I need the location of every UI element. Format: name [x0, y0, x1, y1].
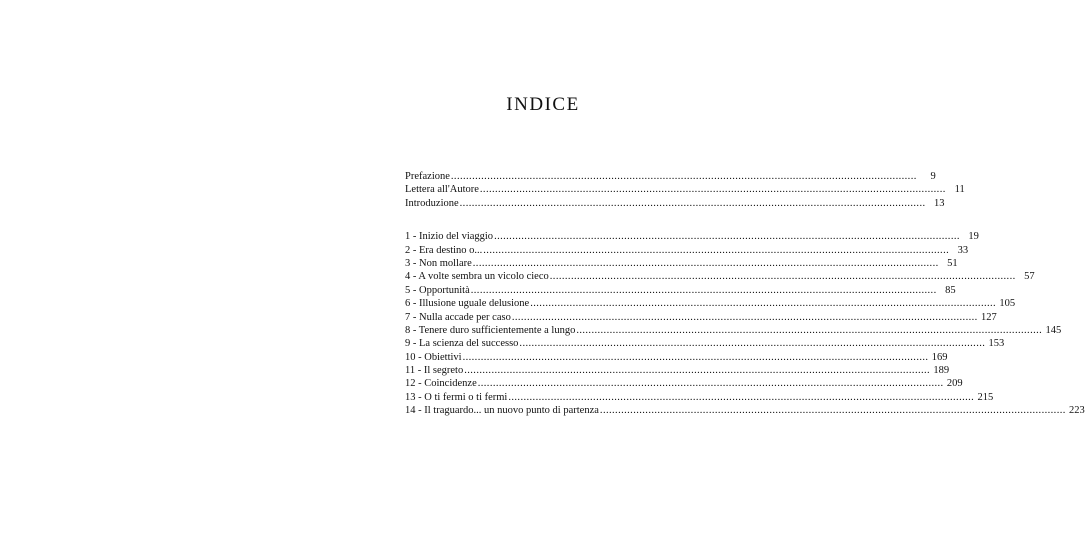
toc-entry-label: 1 - Inizio del viaggio — [405, 231, 494, 243]
toc-entry-page: 13 — [934, 197, 945, 209]
toc-entry-page: 57 — [1024, 271, 1035, 283]
dot-leader: .......................................................................................................................................................... — [472, 257, 939, 269]
dot-leader: .......................................................................................................................................................... — [530, 298, 997, 310]
toc-entry-chapter[interactable] — [405, 257, 958, 270]
toc-entry-label: 2 - Era destino o... — [405, 244, 483, 256]
toc-entry-label: Prefazione — [405, 171, 450, 182]
toc-entry-page: 51 — [947, 257, 958, 269]
dot-leader: .......................................................................................................................................................... — [599, 405, 1066, 417]
toc-entry-page: 223 — [1069, 405, 1085, 417]
toc-entry-chapter[interactable] — [405, 284, 956, 297]
toc-entry-chapter[interactable] — [405, 244, 969, 257]
section-spacer — [405, 210, 681, 230]
toc-entry-label: 9 - La scienza del successo — [405, 338, 519, 350]
toc-entry-page: 215 — [977, 391, 994, 403]
toc-entry-introduzione[interactable] — [405, 197, 945, 210]
toc-entry-page: 19 — [968, 231, 979, 243]
toc-entry-label: 11 - Il segreto — [405, 365, 464, 377]
toc-entry-chapter[interactable] — [405, 404, 1085, 417]
toc-entry-label: 6 - Illusione uguale delusione — [405, 298, 530, 310]
dot-leader: .......................................................................................................................................................... — [477, 378, 944, 390]
dot-leader: .......................................................................................................................................................... — [470, 284, 937, 296]
page-title: INDICE — [506, 94, 580, 115]
dot-leader: .......................................................................................................................................................... — [508, 391, 975, 403]
toc-entry-chapter[interactable] — [405, 364, 950, 377]
toc-entry-page: 9 — [930, 171, 936, 182]
toc-entry-page: 33 — [957, 244, 969, 256]
toc-entry-page: 145 — [1045, 324, 1062, 336]
toc-entry-page: 169 — [931, 351, 948, 363]
toc-entry-label: Introduzione — [405, 197, 459, 209]
toc-entry-label: 4 - A volte sembra un vicolo cieco — [405, 271, 549, 283]
dot-leader: .......................................................................................................................................................... — [549, 271, 1016, 283]
toc-entry-label: 10 - Obiettivi — [405, 351, 462, 363]
table-of-contents — [405, 170, 1085, 418]
toc-entry-page: 209 — [946, 378, 963, 390]
toc-entry-page: 127 — [980, 311, 997, 323]
dot-leader: .......................................................................................................................................................... — [511, 311, 978, 323]
toc-entry-page: 189 — [933, 365, 950, 377]
toc-entry-chapter[interactable] — [405, 297, 1016, 310]
front-matter-list — [405, 170, 965, 210]
toc-entry-chapter[interactable] — [405, 391, 994, 404]
toc-entry-lettera[interactable] — [405, 183, 965, 196]
toc-entry-page: 11 — [954, 184, 965, 196]
toc-entry-page: 153 — [988, 338, 1005, 350]
toc-entry-label: 14 - Il traguardo... un nuovo punto di partenza — [405, 405, 599, 417]
toc-entry-chapter[interactable] — [405, 311, 997, 324]
dot-leader: .......................................................................................................................................................... — [519, 338, 986, 350]
toc-entry-chapter[interactable] — [405, 230, 979, 243]
toc-entry-chapter[interactable] — [405, 351, 948, 364]
toc-entry-label: 7 - Nulla accade per caso — [405, 311, 511, 323]
toc-entry-label: Lettera all'Autore — [405, 184, 479, 196]
toc-entry-prefazione[interactable] — [405, 170, 936, 183]
chapter-list — [405, 230, 1085, 417]
toc-entry-label: 3 - Non mollare — [405, 257, 472, 269]
toc-entry-page: 85 — [945, 284, 956, 296]
toc-entry-chapter[interactable] — [405, 324, 1062, 337]
toc-entry-label: 8 - Tenere duro sufficientemente a lungo — [405, 324, 576, 336]
dot-leader: .......................................................................................................................................................... — [479, 184, 946, 196]
toc-entry-page: 105 — [999, 298, 1016, 310]
dot-leader: .......................................................................................................................................................... — [450, 171, 917, 182]
toc-entry-chapter[interactable] — [405, 270, 1035, 283]
dot-leader: .......................................................................................................................................................... — [494, 231, 960, 243]
dot-leader: .......................................................................................................................................................... — [459, 197, 926, 209]
dot-leader: .......................................................................................................................................................... — [462, 351, 929, 363]
dot-leader: .......................................................................................................................................................... — [483, 244, 950, 256]
dot-leader: .......................................................................................................................................................... — [464, 365, 931, 377]
toc-entry-chapter[interactable] — [405, 377, 963, 390]
toc-entry-label: 13 - O ti fermi o ti fermi — [405, 391, 508, 403]
toc-entry-chapter[interactable] — [405, 337, 1005, 350]
toc-entry-label: 5 - Opportunità — [405, 284, 470, 296]
toc-entry-label: 12 - Coincidenze — [405, 378, 477, 390]
dot-leader: .......................................................................................................................................................... — [576, 324, 1043, 336]
